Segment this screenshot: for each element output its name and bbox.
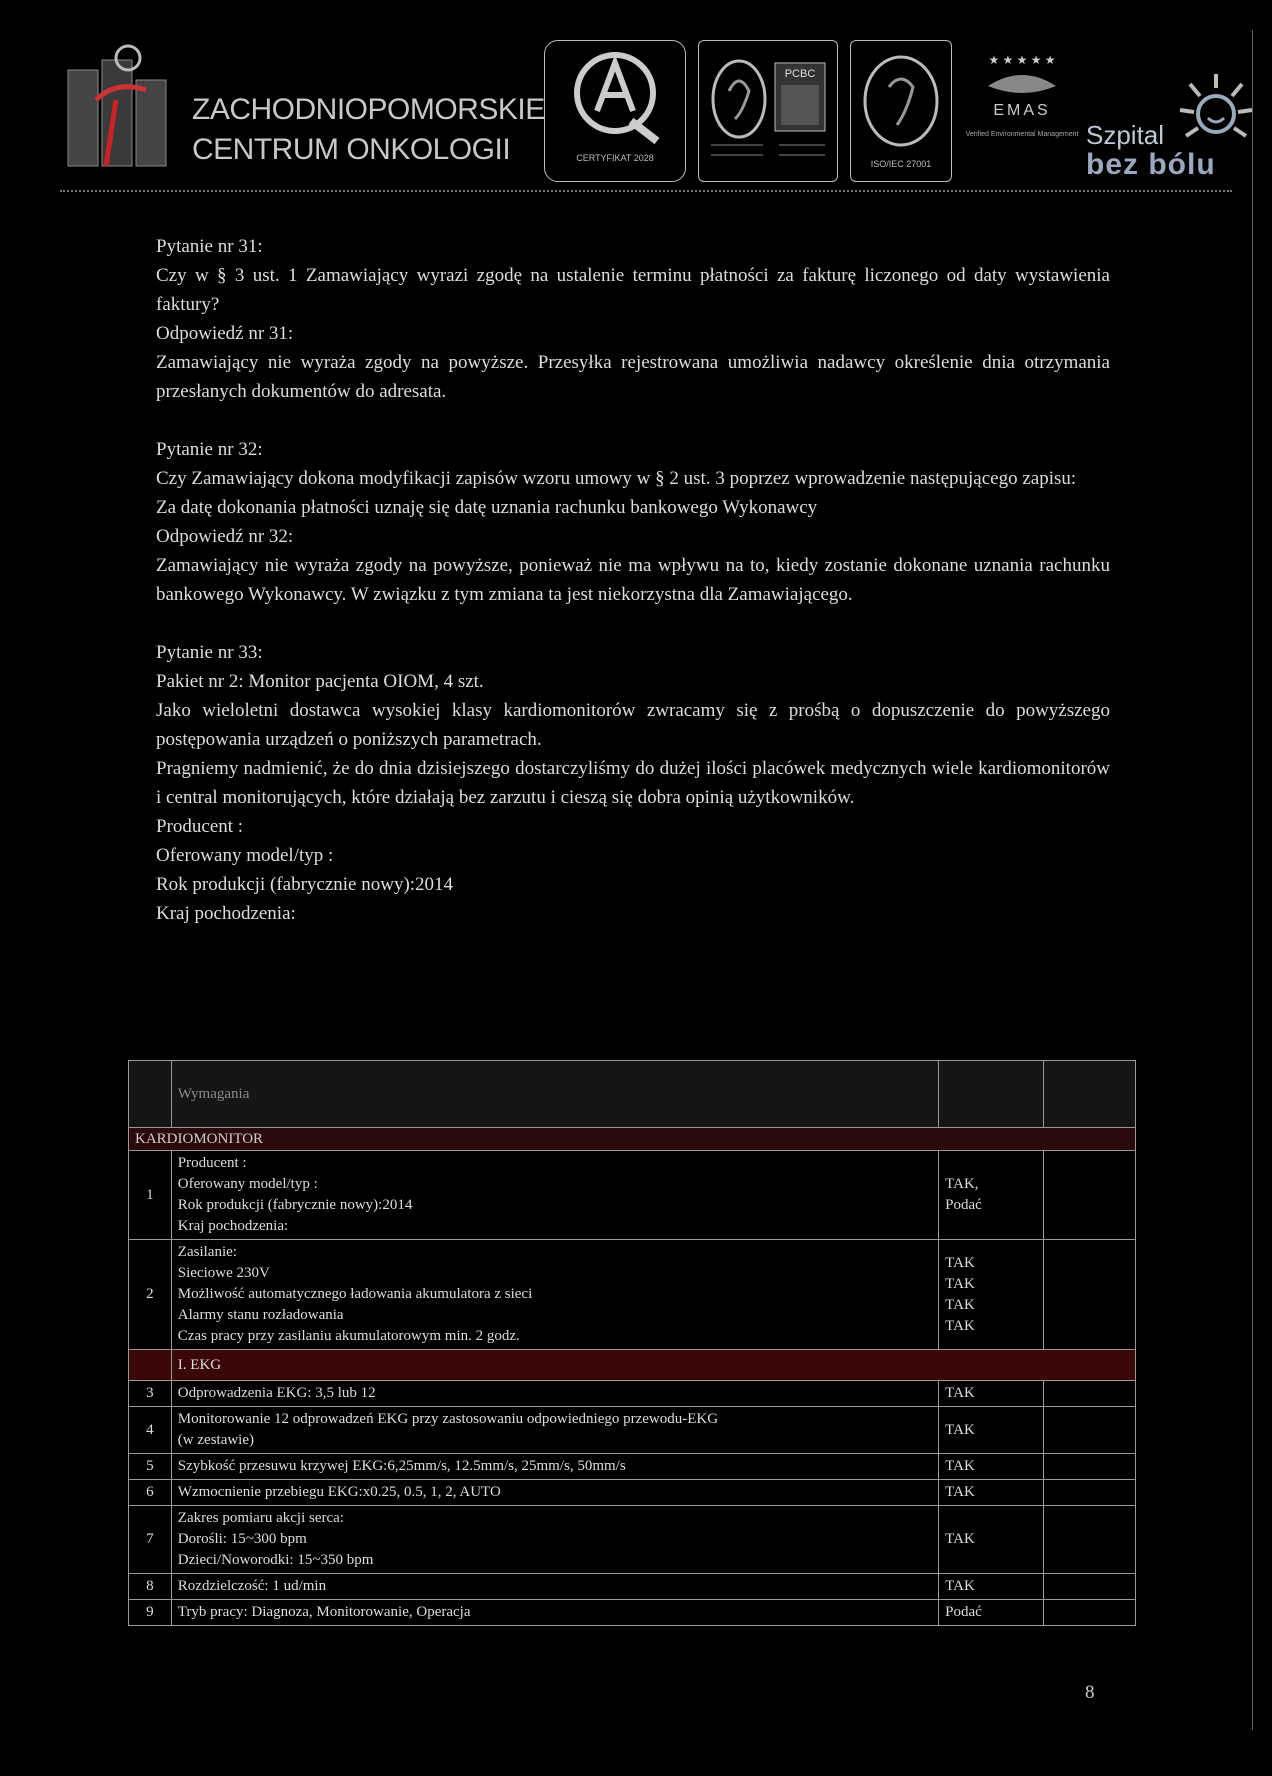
row-description: [171, 1506, 938, 1574]
row-description-line: Rozdzielczość: 1 ud/min: [177, 1578, 327, 1594]
row-extra: [1043, 1600, 1135, 1626]
emas-subtitle: Verified Environmental Management: [965, 131, 1079, 138]
header-num-cell: [129, 1061, 172, 1128]
szpital-bez-bolu-logo: [1080, 70, 1260, 180]
question-33-model: Oferowany model/typ :: [156, 845, 334, 866]
row-value: [939, 1600, 1044, 1626]
smiling-sun-icon: [1176, 70, 1256, 150]
row-extra: [1043, 1240, 1135, 1350]
question-33-para-1: Jako wieloletni dostawca wysokiej klasy kardiomonitorów zwracamy się z prośbą o dopuszczenie do powyższego postępowania urządzeń o poniższych parametrach.: [156, 700, 1110, 750]
question-33-producer: Producent :: [156, 816, 244, 837]
table-header-row: [129, 1061, 1136, 1128]
section-ekg-num-cell: [129, 1350, 172, 1381]
row-description-line: Oferowany model/typ :: [177, 1176, 318, 1192]
question-31-title: Pytanie nr 31:: [156, 236, 263, 257]
org-name-line-2: CENTRUM ONKOLOGII: [192, 133, 511, 166]
row-description-line: Zasilanie:: [177, 1244, 237, 1260]
row-value-line: TAK: [945, 1385, 975, 1401]
szpital-text: Szpital: [1086, 120, 1165, 150]
row-value-line: TAK: [945, 1531, 975, 1547]
answer-32-title: Odpowiedź nr 32:: [156, 526, 294, 547]
iso-certificate-badge: [850, 40, 952, 182]
row-number: 5: [129, 1454, 172, 1480]
question-31-text: Czy w § 3 ust. 1 Zamawiający wyrazi zgodę na ustalenie terminu płatności za fakturę liczonego od daty wystawienia faktury?: [156, 265, 1110, 315]
pcbc-certificate-badge: [698, 40, 838, 182]
pcbc-seal-icon: [699, 41, 837, 181]
row-value-line: TAK: [945, 1578, 975, 1594]
question-32-title: Pytanie nr 32:: [156, 439, 263, 460]
page-header: [0, 0, 1272, 190]
table-row: [129, 1151, 1136, 1240]
row-value-line: TAK: [945, 1275, 975, 1292]
iso-label: ISO/IEC 27001: [870, 159, 932, 169]
row-value-line: TAK: [945, 1421, 975, 1438]
row-value-line: TAK,: [945, 1176, 979, 1192]
row-extra: [1043, 1574, 1135, 1600]
org-name-line-1: ZACHODNIOPOMORSKIE: [192, 93, 545, 126]
row-value: [939, 1240, 1044, 1350]
document-body: [156, 232, 1110, 928]
row-description-line: (w zestawie): [177, 1432, 255, 1448]
section-kardiomonitor: [129, 1128, 1136, 1151]
page-number: 8: [1085, 1682, 1095, 1703]
table-row: [129, 1407, 1136, 1454]
row-description-line: Dorośli: 15~300 bpm: [177, 1531, 307, 1547]
row-description: [171, 1151, 938, 1240]
table-row: [129, 1506, 1136, 1574]
specification-table: [128, 1060, 1136, 1626]
question-33-year: Rok produkcji (fabrycznie nowy):2014: [156, 874, 454, 895]
row-value-line: Podać: [945, 1604, 982, 1620]
eu-stars-icon: [980, 50, 1064, 102]
row-value-line: TAK: [945, 1254, 975, 1271]
row-number: 7: [129, 1506, 172, 1574]
emas-title: EMAS: [993, 102, 1051, 119]
header-val-cell: [939, 1061, 1044, 1128]
svg-text:★ ★ ★ ★ ★: ★ ★ ★ ★ ★: [988, 53, 1056, 67]
row-description-line: Monitorowanie 12 odprowadzeń EKG przy zastosowaniu odpowiedniego przewodu-EKG: [177, 1411, 719, 1427]
row-description-line: Szybkość przesuwu krzywej EKG:6,25mm/s, 12.5mm/s, 25mm/s, 50mm/s: [177, 1458, 626, 1474]
row-extra: [1043, 1454, 1135, 1480]
row-description: [171, 1381, 938, 1407]
row-number: 3: [129, 1381, 172, 1407]
answer-31-text: Zamawiający nie wyraża zgody na powyższe. Przesyłka rejestrowana umożliwia nadawcy określenie dnia otrzymania przesłanych dokumentów do adresata.: [156, 352, 1110, 402]
row-value-line: TAK: [945, 1317, 975, 1334]
table-row: [129, 1454, 1136, 1480]
row-description: [171, 1454, 938, 1480]
right-margin-line: [1252, 30, 1253, 1730]
row-value: [939, 1454, 1044, 1480]
row-value: [939, 1574, 1044, 1600]
question-32-text: Czy Zamawiający dokona modyfikacji zapisów wzoru umowy w § 2 ust. 3 poprzez wprowadzenie następującego zapisu:: [156, 468, 1077, 489]
row-value-line: TAK: [945, 1296, 975, 1313]
row-description-line: Odprowadzenia EKG: 3,5 lub 12: [177, 1385, 376, 1401]
bez-bolu-text: bez bólu: [1086, 148, 1216, 181]
header-divider: [60, 190, 1232, 192]
organization-name: [192, 90, 552, 170]
emas-logo: [962, 50, 1082, 180]
row-value: [939, 1151, 1044, 1240]
row-value-line: TAK: [945, 1458, 975, 1474]
row-description-line: Tryb pracy: Diagnoza, Monitorowanie, Operacja: [177, 1604, 471, 1620]
row-description-line: Czas pracy przy zasilaniu akumulatorowym min. 2 godz.: [177, 1328, 520, 1344]
cert-q-label: CERTYFIKAT 2028: [576, 153, 654, 163]
row-extra: [1043, 1506, 1135, 1574]
question-33-title: Pytanie nr 33:: [156, 642, 263, 663]
row-description-line: Możliwość automatycznego ładowania akumulatora z sieci: [177, 1286, 533, 1302]
quality-certificate-badge: [544, 40, 686, 182]
table-row: [129, 1574, 1136, 1600]
iso-seal-icon: [851, 41, 951, 151]
answer-32-text: Zamawiający nie wyraża zgody na powyższe, ponieważ nie ma wpływu na to, kiedy zostanie dokonane uznania rachunku bankowego Wykonawcy. W związku z tym zmiana ta jest niekorzystna dla Zamawiającego.: [156, 555, 1110, 605]
row-value: [939, 1480, 1044, 1506]
header-extra-cell: [1043, 1061, 1135, 1128]
question-33-package: Pakiet nr 2: Monitor pacjenta OIOM, 4 szt.: [156, 671, 484, 692]
row-extra: [1043, 1480, 1135, 1506]
row-value-line: TAK: [945, 1484, 975, 1500]
row-description-line: Zakres pomiaru akcji serca:: [177, 1510, 344, 1526]
row-description: [171, 1240, 938, 1350]
row-description: [171, 1407, 938, 1454]
row-description-line: Sieciowe 230V: [177, 1265, 270, 1281]
row-number: 2: [129, 1240, 172, 1350]
quality-q-icon: [545, 41, 685, 151]
row-description-line: Wzmocnienie przebiegu EKG:x0.25, 0.5, 1, 2, AUTO: [177, 1484, 501, 1500]
table-row: [129, 1480, 1136, 1506]
row-value: [939, 1407, 1044, 1454]
row-extra: [1043, 1381, 1135, 1407]
row-value: [939, 1506, 1044, 1574]
row-value: [939, 1381, 1044, 1407]
header-desc-cell: Wymagania: [171, 1061, 938, 1128]
zco-logo-icon: [66, 40, 176, 170]
table-row: [129, 1381, 1136, 1407]
row-description-line: Producent :: [177, 1155, 247, 1171]
table-row: [129, 1240, 1136, 1350]
row-description: [171, 1480, 938, 1506]
section-ekg-label: I. EKG: [171, 1350, 1135, 1381]
question-32-text-2: Za datę dokonania płatności uznaję się datę uznania rachunku bankowego Wykonawcy: [156, 497, 818, 518]
row-number: 6: [129, 1480, 172, 1506]
row-description: [171, 1600, 938, 1626]
row-description-line: Dzieci/Noworodki: 15~350 bpm: [177, 1552, 374, 1568]
pcbc-text: PCBC: [784, 68, 816, 80]
section-ekg: [129, 1350, 1136, 1381]
answer-31-title: Odpowiedź nr 31:: [156, 323, 294, 344]
section-kardiomonitor-label: KARDIOMONITOR: [129, 1128, 1136, 1151]
question-33-country: Kraj pochodzenia:: [156, 903, 296, 924]
question-33-para-2: Pragniemy nadmienić, że do dnia dzisiejszego dostarczyliśmy do dużej ilości placówek medycznych wiele kardiomonitorów i central monitorujących, które działają bez zarzutu i cieszą się dobra opinią użytkowników.: [156, 758, 1110, 808]
row-description-line: Rok produkcji (fabrycznie nowy):2014: [177, 1197, 413, 1213]
row-number: 8: [129, 1574, 172, 1600]
table-row: [129, 1600, 1136, 1626]
row-extra: [1043, 1407, 1135, 1454]
row-description-line: Kraj pochodzenia:: [177, 1218, 289, 1234]
row-number: 9: [129, 1600, 172, 1626]
row-value-line: Podać: [945, 1197, 982, 1213]
row-description-line: Alarmy stanu rozładowania: [177, 1307, 344, 1323]
row-description: [171, 1574, 938, 1600]
row-number: 1: [129, 1151, 172, 1240]
row-extra: [1043, 1151, 1135, 1240]
row-number: 4: [129, 1407, 172, 1454]
